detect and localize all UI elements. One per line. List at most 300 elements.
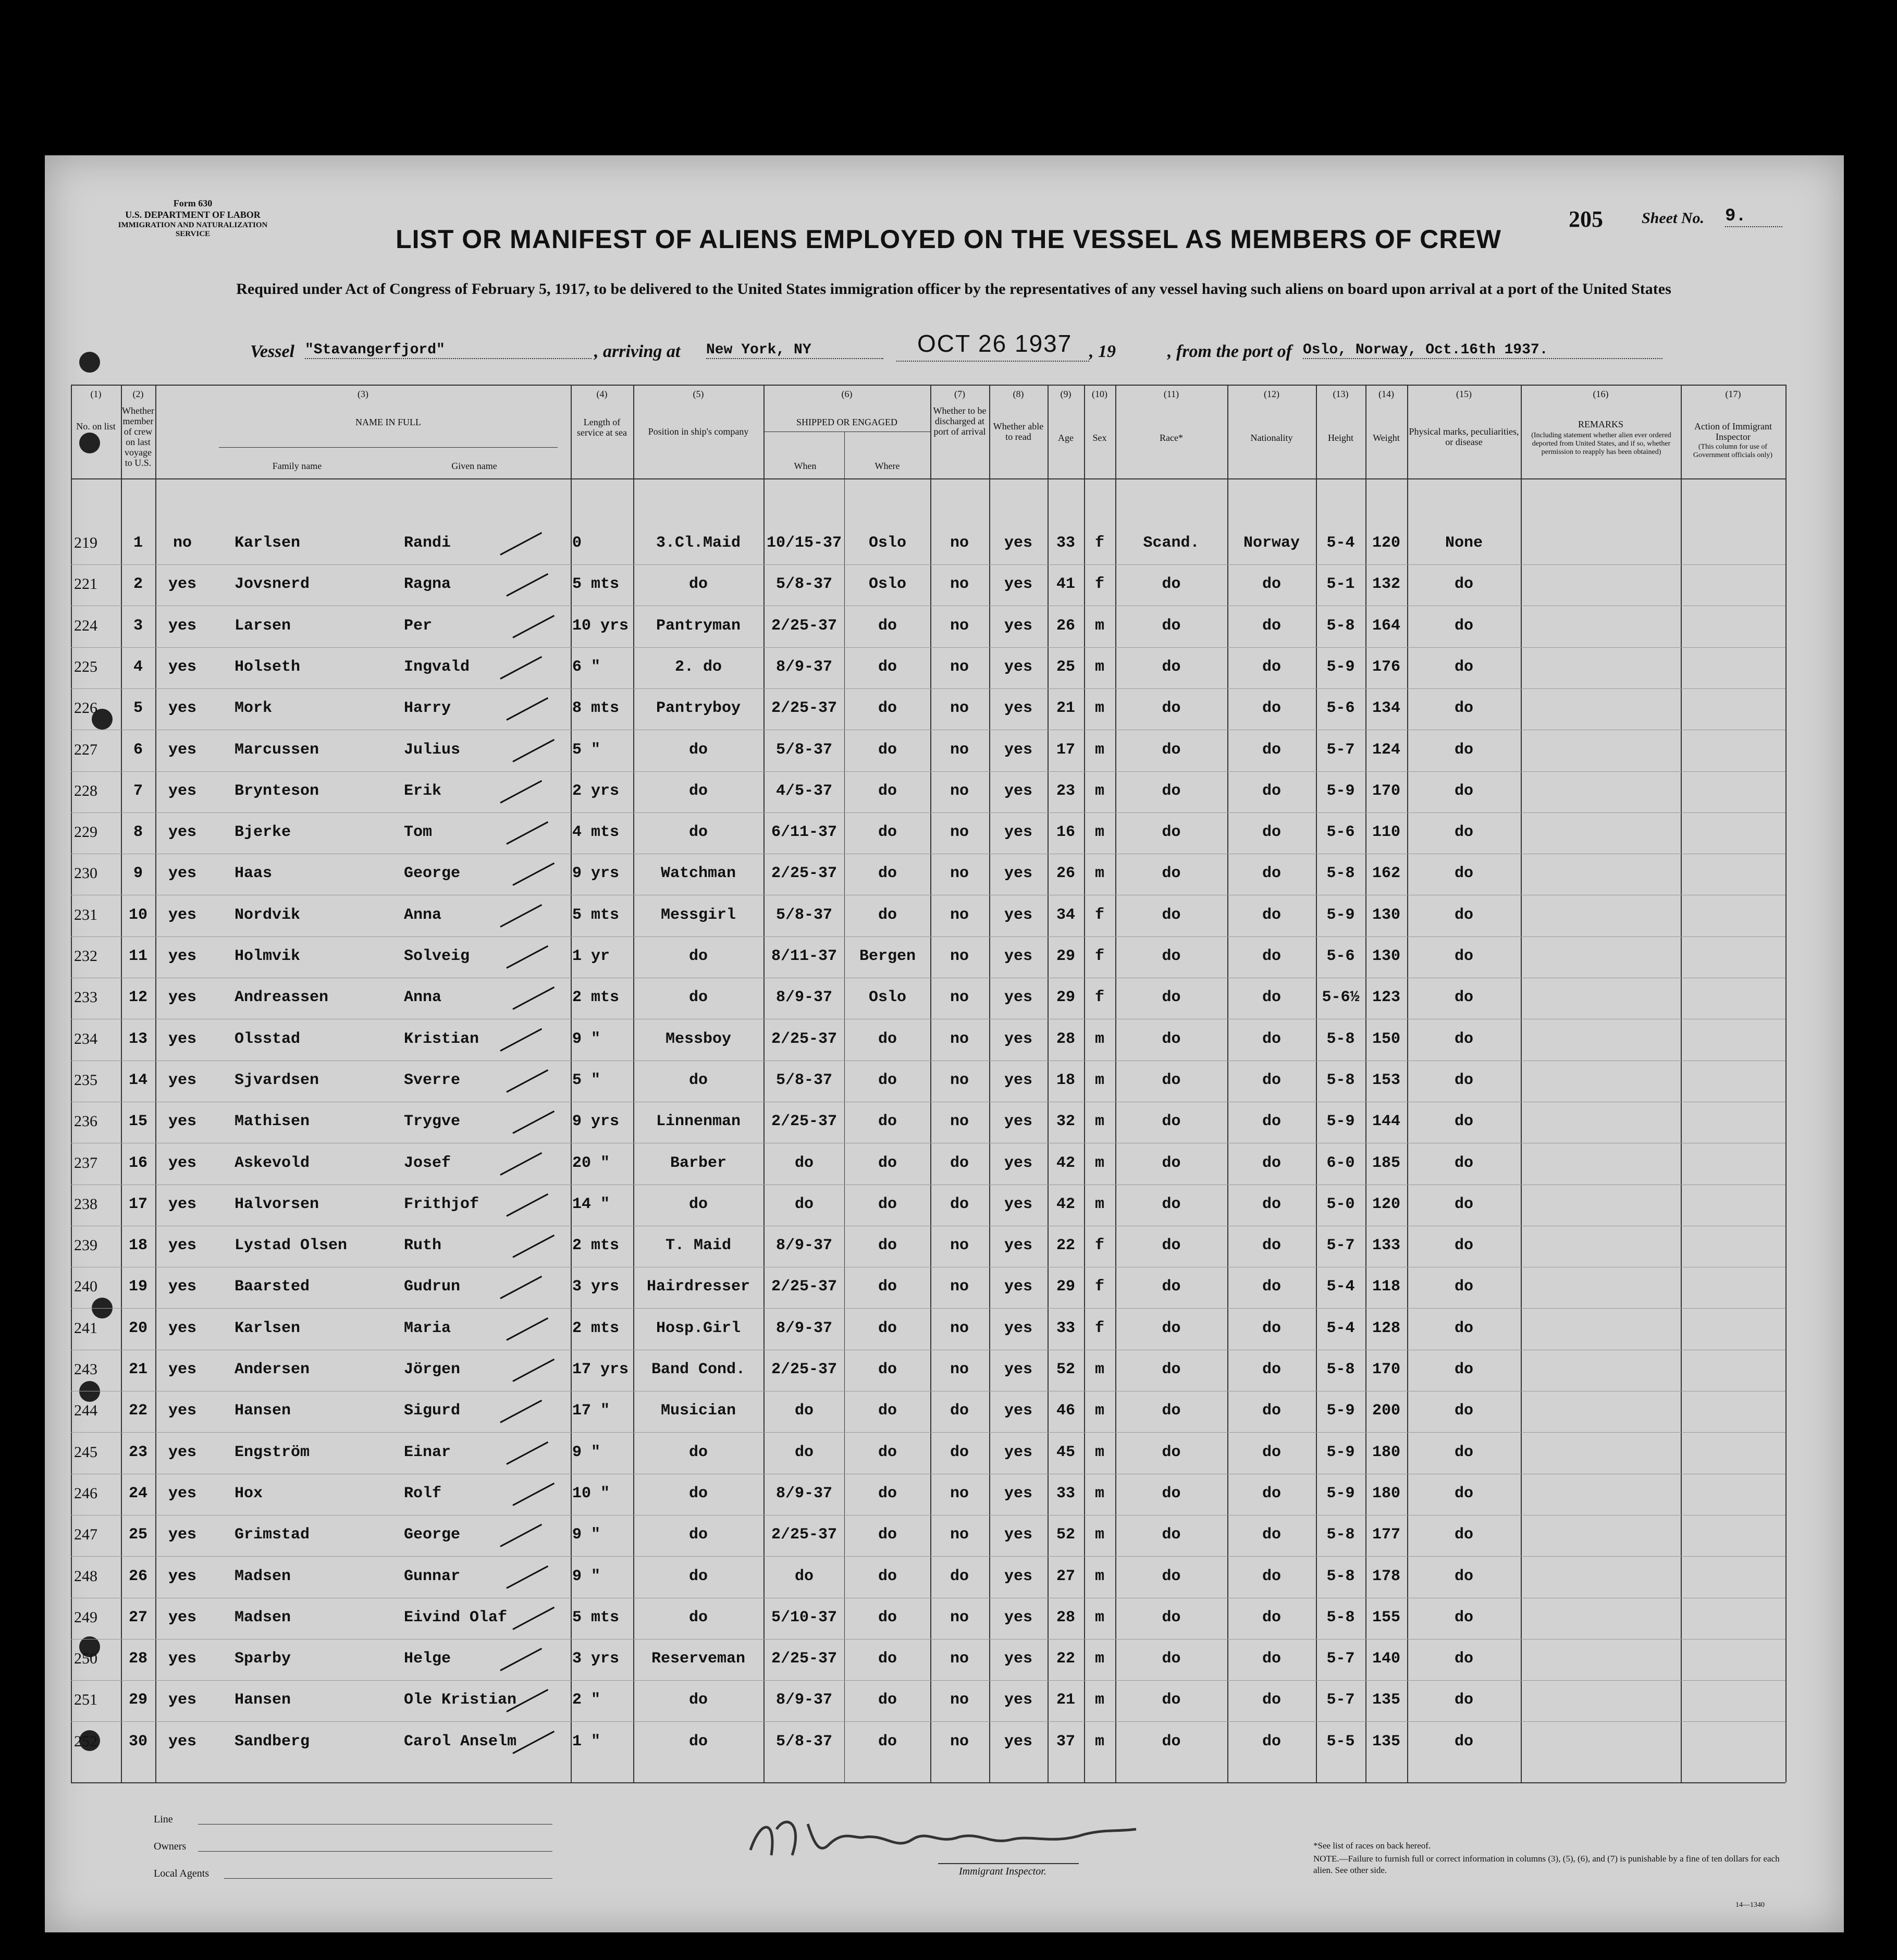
column-number: (16): [1593, 389, 1609, 399]
cell-given: Ole Kristian: [404, 1691, 517, 1709]
cell-when: 2/25-37: [771, 1361, 837, 1378]
cell-where: do: [878, 906, 897, 924]
cell-read: yes: [1004, 1444, 1032, 1461]
cell-discharged: no: [950, 1733, 969, 1751]
cell-where: do: [878, 1071, 897, 1089]
cell-marks: do: [1454, 1154, 1473, 1172]
cell-family: Bjerke: [235, 823, 291, 841]
cell-given: Tom: [404, 823, 433, 841]
cell-marks: do: [1454, 1361, 1473, 1378]
row-rule: [71, 1308, 1785, 1309]
cell-sex: f: [1094, 947, 1104, 965]
cell-weight: 124: [1372, 741, 1400, 759]
cell-height: 6-0: [1326, 1154, 1355, 1172]
date-stamp: OCT 26 1937: [917, 330, 1073, 357]
col-length-of-service: Length of service at sea: [577, 417, 627, 438]
cell-given: Julius: [404, 741, 461, 759]
cell-age: 52: [1056, 1526, 1075, 1544]
cell-discharged: no: [950, 906, 969, 924]
cell-age: 42: [1056, 1195, 1075, 1213]
column-rule: [1521, 385, 1522, 1782]
cell-race: do: [1162, 823, 1181, 841]
cell-weight: 110: [1372, 823, 1400, 841]
cell-margin: 234: [74, 1030, 97, 1047]
cell-sex: f: [1094, 1278, 1104, 1296]
cell-position: do: [688, 1609, 708, 1626]
cell-position: 2. do: [674, 658, 722, 676]
cell-read: yes: [1004, 658, 1032, 676]
cell-race: do: [1162, 906, 1181, 924]
cell-marks: do: [1454, 741, 1473, 759]
col-discharged: Whether to be discharged at port of arrival: [933, 405, 987, 437]
cell-marks: do: [1454, 1195, 1473, 1213]
cell-member: yes: [168, 1650, 196, 1668]
cell-weight: 170: [1372, 782, 1400, 800]
cell-read: yes: [1004, 1609, 1032, 1626]
cell-margin: 233: [74, 989, 97, 1006]
cell-length: 2 mts: [572, 1320, 620, 1337]
col-no-on-list: No. on list: [76, 421, 116, 432]
races-note: *See list of races on back hereof.: [1313, 1841, 1431, 1851]
cell-discharged: no: [950, 534, 969, 552]
cell-family: Askevold: [235, 1154, 310, 1172]
cell-nationality: do: [1262, 741, 1281, 759]
cell-no: 13: [128, 1030, 147, 1048]
column-rule: [633, 385, 634, 1782]
cell-position: do: [688, 1195, 708, 1213]
cell-marks: do: [1454, 906, 1473, 924]
cell-member: yes: [168, 1485, 196, 1502]
cell-race: do: [1162, 1733, 1181, 1751]
cell-margin: 230: [74, 865, 97, 882]
cell-no: 4: [133, 658, 143, 676]
cell-age: 25: [1056, 658, 1075, 676]
cell-length: 1 yr: [572, 947, 610, 965]
service-label: IMMIGRATION AND NATURALIZATION SERVICE: [118, 221, 268, 238]
cell-where: do: [878, 658, 897, 676]
cell-where: do: [878, 823, 897, 841]
column-number: (6): [841, 389, 853, 399]
cell-member: yes: [168, 699, 196, 717]
cell-position: do: [688, 823, 708, 841]
cell-sex: f: [1094, 1320, 1104, 1337]
cell-age: 46: [1056, 1402, 1075, 1420]
form-number: Form 630: [173, 198, 213, 208]
col-where: Where: [874, 461, 900, 471]
date-line: [896, 360, 1089, 362]
cell-discharged: no: [950, 989, 969, 1006]
cell-member: yes: [168, 1402, 196, 1420]
cell-sex: f: [1094, 989, 1104, 1006]
cell-race: do: [1162, 617, 1181, 635]
cell-discharged: no: [950, 575, 969, 593]
cell-sex: m: [1094, 1402, 1104, 1420]
cell-sex: m: [1094, 782, 1104, 800]
cell-height: 5-4: [1326, 1278, 1355, 1296]
cell-marks: do: [1454, 1733, 1473, 1751]
cell-race: do: [1162, 1691, 1181, 1709]
cell-position: Musician: [660, 1402, 736, 1420]
cell-no: 11: [128, 947, 147, 965]
cell-when: 10/15-37: [766, 534, 842, 552]
cell-age: 26: [1056, 865, 1075, 882]
cell-weight: 128: [1372, 1320, 1400, 1337]
cell-weight: 144: [1372, 1113, 1400, 1130]
cell-when: 8/9-37: [775, 658, 833, 676]
cell-no: 6: [133, 741, 143, 759]
cell-family: Larsen: [235, 617, 291, 635]
cell-family: Baarsted: [235, 1278, 310, 1296]
vessel-name: "Stavangerfjord": [305, 342, 592, 359]
cell-marks: do: [1454, 1650, 1473, 1668]
cell-race: do: [1162, 1650, 1181, 1668]
cell-race: do: [1162, 782, 1181, 800]
sheet-number: 9.: [1725, 206, 1782, 227]
cell-no: 27: [128, 1609, 147, 1626]
cell-age: 45: [1056, 1444, 1075, 1461]
cell-marks: do: [1454, 1485, 1473, 1502]
cell-discharged: no: [950, 1278, 969, 1296]
cell-given: Helge: [404, 1650, 451, 1668]
cell-position: do: [688, 947, 708, 965]
cell-no: 10: [128, 906, 147, 924]
cell-no: 25: [128, 1526, 147, 1544]
cell-race: do: [1162, 1402, 1181, 1420]
cell-given: Ragna: [404, 575, 451, 593]
cell-discharged: do: [950, 1154, 969, 1172]
cell-given: Anna: [404, 906, 442, 924]
cell-age: 41: [1056, 575, 1075, 593]
cell-given: Sigurd: [404, 1402, 461, 1420]
cell-read: yes: [1004, 1361, 1032, 1378]
cell-when: 8/9-37: [775, 989, 833, 1006]
cell-weight: 120: [1372, 1195, 1400, 1213]
cell-marks: do: [1454, 1030, 1473, 1048]
fine-note: NOTE.—Failure to furnish full or correct information in columns (3), (5), (6), and (7) is punishable by a fine of ten dollars for each alien. See other side.: [1313, 1854, 1780, 1875]
column-number: (8): [1013, 389, 1024, 399]
cell-height: 5-9: [1326, 1444, 1355, 1461]
cell-length: 1 ": [572, 1733, 601, 1751]
column-number: (12): [1264, 389, 1279, 399]
cell-race: do: [1162, 575, 1181, 593]
cell-discharged: do: [950, 1402, 969, 1420]
cell-nationality: do: [1262, 1526, 1281, 1544]
cell-age: 17: [1056, 741, 1075, 759]
cell-weight: 185: [1372, 1154, 1400, 1172]
cell-family: Holmvik: [235, 947, 301, 965]
cell-margin: 241: [74, 1320, 97, 1337]
cell-read: yes: [1004, 1278, 1032, 1296]
cell-member: yes: [168, 658, 196, 676]
column-number: (11): [1163, 389, 1179, 399]
cell-read: yes: [1004, 1195, 1032, 1213]
cell-no: 16: [128, 1154, 147, 1172]
cell-read: yes: [1004, 1154, 1032, 1172]
cell-given: Randi: [404, 534, 451, 552]
cell-family: Olsstad: [235, 1030, 301, 1048]
cell-marks: do: [1454, 1320, 1473, 1337]
cell-height: 5-7: [1326, 1691, 1355, 1709]
cell-read: yes: [1004, 1402, 1032, 1420]
cell-position: Hosp.Girl: [656, 1320, 741, 1337]
row-rule: [71, 647, 1785, 648]
cell-member: yes: [168, 1361, 196, 1378]
cell-margin: 237: [74, 1154, 97, 1172]
cell-age: 22: [1056, 1650, 1075, 1668]
cell-when: 2/25-37: [771, 617, 837, 635]
cell-discharged: do: [950, 1195, 969, 1213]
page-number: 205: [1569, 206, 1603, 232]
cell-age: 22: [1056, 1237, 1075, 1254]
cell-member: yes: [168, 1071, 196, 1089]
cell-where: do: [878, 1650, 897, 1668]
cell-marks: do: [1454, 575, 1473, 593]
cell-age: 33: [1056, 1320, 1075, 1337]
cell-height: 5-4: [1326, 1320, 1355, 1337]
cell-member: yes: [168, 1278, 196, 1296]
cell-length: 9 yrs: [572, 865, 620, 882]
cell-race: do: [1162, 1485, 1181, 1502]
cell-family: Mathisen: [235, 1113, 310, 1130]
cell-position: Pantryman: [656, 617, 741, 635]
row-rule: [71, 1721, 1785, 1722]
cell-given: Ruth: [404, 1237, 442, 1254]
cell-position: Reserveman: [651, 1650, 746, 1668]
cell-no: 26: [128, 1568, 147, 1585]
cell-weight: 130: [1372, 947, 1400, 965]
cell-weight: 135: [1372, 1691, 1400, 1709]
cell-given: Sverre: [404, 1071, 461, 1089]
cell-margin: 247: [74, 1526, 97, 1543]
cell-no: 30: [128, 1733, 147, 1751]
cell-read: yes: [1004, 1650, 1032, 1668]
cell-age: 18: [1056, 1071, 1075, 1089]
cell-member: yes: [168, 823, 196, 841]
cell-when: 8/11-37: [771, 947, 837, 965]
cell-family: Sandberg: [235, 1733, 310, 1751]
cell-margin: 243: [74, 1361, 97, 1378]
cell-when: 6/11-37: [771, 823, 837, 841]
cell-race: do: [1162, 1568, 1181, 1585]
cell-position: do: [688, 989, 708, 1006]
cell-length: 10 yrs: [572, 617, 629, 635]
cell-position: Linnenman: [656, 1113, 741, 1130]
column-number: (1): [90, 389, 102, 399]
cell-given: Erik: [404, 782, 442, 800]
cell-when: do: [794, 1402, 814, 1420]
cell-read: yes: [1004, 865, 1032, 882]
cell-marks: do: [1454, 1444, 1473, 1461]
cell-where: do: [878, 617, 897, 635]
cell-weight: 130: [1372, 906, 1400, 924]
cell-sex: m: [1094, 741, 1104, 759]
cell-no: 28: [128, 1650, 147, 1668]
cell-family: Sparby: [235, 1650, 291, 1668]
cell-family: Holseth: [235, 658, 301, 676]
cell-race: do: [1162, 1444, 1181, 1461]
column-rule: [1785, 385, 1787, 1782]
col-able-to-read: Whether able to read: [993, 421, 1044, 442]
cell-nationality: do: [1262, 617, 1281, 635]
cell-discharged: no: [950, 1526, 969, 1544]
cell-height: 5-8: [1326, 1030, 1355, 1048]
col-remarks-note: (Including statement whether alien ever ordered deported from United States, and if so, whether permission to reapply has been obtained): [1531, 432, 1671, 456]
cell-where: do: [878, 1361, 897, 1378]
cell-sex: m: [1094, 1444, 1104, 1461]
agents-rule: [224, 1878, 552, 1879]
cell-discharged: no: [950, 1320, 969, 1337]
punch-hole: [79, 1381, 100, 1402]
cell-member: yes: [168, 1568, 196, 1585]
cell-given: Trygve: [404, 1113, 461, 1130]
cell-given: Carol Anselm: [404, 1733, 517, 1751]
cell-no: 23: [128, 1444, 147, 1461]
cell-age: 16: [1056, 823, 1075, 841]
table-left-rule: [71, 385, 72, 1782]
col-physical-marks: Physical marks, peculiarities, or disease: [1409, 426, 1519, 447]
cell-race: do: [1162, 1195, 1181, 1213]
cell-no: 3: [133, 617, 143, 635]
cell-height: 5-4: [1326, 534, 1355, 552]
cell-height: 5-8: [1326, 865, 1355, 882]
cell-weight: 133: [1372, 1237, 1400, 1254]
cell-marks: do: [1454, 782, 1473, 800]
cell-margin: 232: [74, 947, 97, 965]
cell-read: yes: [1004, 1320, 1032, 1337]
cell-race: do: [1162, 989, 1181, 1006]
cell-where: do: [878, 699, 897, 717]
col-name-in-full: NAME IN FULL: [355, 417, 421, 427]
cell-age: 27: [1056, 1568, 1075, 1585]
print-code: 14—1340: [1735, 1901, 1765, 1909]
cell-sex: m: [1094, 1526, 1104, 1544]
cell-sex: m: [1094, 1154, 1104, 1172]
cell-discharged: no: [950, 1361, 969, 1378]
cell-nationality: do: [1262, 1195, 1281, 1213]
cell-no: 12: [128, 989, 147, 1006]
inspector-signature: [740, 1808, 1147, 1871]
cell-when: do: [794, 1444, 814, 1461]
cell-race: do: [1162, 865, 1181, 882]
cell-margin: 235: [74, 1071, 97, 1089]
cell-age: 29: [1056, 1278, 1075, 1296]
cell-length: 5 mts: [572, 1609, 620, 1626]
cell-nationality: do: [1262, 823, 1281, 841]
cell-where: do: [878, 741, 897, 759]
cell-no: 29: [128, 1691, 147, 1709]
table-top-rule: [71, 385, 1785, 386]
cell-where: do: [878, 1733, 897, 1751]
cell-weight: 170: [1372, 1361, 1400, 1378]
cell-discharged: no: [950, 1113, 969, 1130]
cell-no: 15: [128, 1113, 147, 1130]
cell-margin: 238: [74, 1195, 97, 1213]
cell-margin: 244: [74, 1402, 97, 1419]
cell-member: yes: [168, 1526, 196, 1544]
cell-height: 5-7: [1326, 1237, 1355, 1254]
table-bottom-rule: [71, 1782, 1785, 1783]
cell-member: yes: [168, 1195, 196, 1213]
column-rule: [763, 385, 765, 1782]
cell-discharged: no: [950, 782, 969, 800]
cell-when: 5/8-37: [775, 575, 833, 593]
cell-sex: m: [1094, 1030, 1104, 1048]
cell-length: 2 mts: [572, 989, 620, 1006]
cell-when: 2/25-37: [771, 1526, 837, 1544]
cell-race: do: [1162, 1320, 1181, 1337]
cell-length: 8 mts: [572, 699, 620, 717]
cell-weight: 200: [1372, 1402, 1400, 1420]
cell-when: 2/25-37: [771, 1650, 837, 1668]
cell-margin: 229: [74, 823, 97, 841]
cell-where: Bergen: [859, 947, 916, 965]
cell-where: do: [878, 1195, 897, 1213]
cell-margin: 249: [74, 1609, 97, 1626]
cell-family: Haas: [235, 865, 273, 882]
cell-weight: 176: [1372, 658, 1400, 676]
cell-family: Marcussen: [235, 741, 319, 759]
cell-age: 33: [1056, 534, 1075, 552]
cell-discharged: no: [950, 658, 969, 676]
cell-length: 2 yrs: [572, 782, 620, 800]
cell-height: 5-0: [1326, 1195, 1355, 1213]
cell-weight: 118: [1372, 1278, 1400, 1296]
cell-height: 5-8: [1326, 1568, 1355, 1585]
cell-discharged: no: [950, 741, 969, 759]
cell-given: Harry: [404, 699, 451, 717]
cell-member: yes: [168, 1444, 196, 1461]
cell-position: Band Cond.: [651, 1361, 746, 1378]
cell-nationality: do: [1262, 947, 1281, 965]
cell-length: 5 ": [572, 741, 601, 759]
row-rule: [71, 1680, 1785, 1681]
cell-no: 14: [128, 1071, 147, 1089]
cell-family: Engström: [235, 1444, 310, 1461]
cell-nationality: Norway: [1243, 534, 1300, 552]
header-bottom-rule: [71, 478, 1785, 479]
cell-length: 9 yrs: [572, 1113, 620, 1130]
cell-when: 8/9-37: [775, 1320, 833, 1337]
cell-read: yes: [1004, 534, 1032, 552]
cell-margin: 240: [74, 1278, 97, 1295]
cell-member: yes: [168, 1691, 196, 1709]
cell-height: 5-8: [1326, 617, 1355, 635]
cell-margin: 246: [74, 1485, 97, 1502]
cell-when: 8/9-37: [775, 1237, 833, 1254]
cell-position: do: [688, 575, 708, 593]
cell-nationality: do: [1262, 1609, 1281, 1626]
cell-discharged: no: [950, 1071, 969, 1089]
cell-marks: do: [1454, 617, 1473, 635]
cell-sex: m: [1094, 1195, 1104, 1213]
cell-where: do: [878, 1320, 897, 1337]
cell-when: 8/9-37: [775, 1691, 833, 1709]
cell-position: do: [688, 1444, 708, 1461]
row-rule: [71, 688, 1785, 689]
cell-nationality: do: [1262, 1278, 1281, 1296]
cell-length: 6 ": [572, 658, 601, 676]
cell-sex: m: [1094, 617, 1104, 635]
cell-where: do: [878, 1609, 897, 1626]
cell-where: do: [878, 1237, 897, 1254]
cell-no: 8: [133, 823, 143, 841]
cell-sex: m: [1094, 1691, 1104, 1709]
cell-read: yes: [1004, 1113, 1032, 1130]
cell-marks: None: [1445, 534, 1483, 552]
cell-when: do: [794, 1154, 814, 1172]
cell-nationality: do: [1262, 989, 1281, 1006]
cell-margin: 225: [74, 658, 97, 675]
